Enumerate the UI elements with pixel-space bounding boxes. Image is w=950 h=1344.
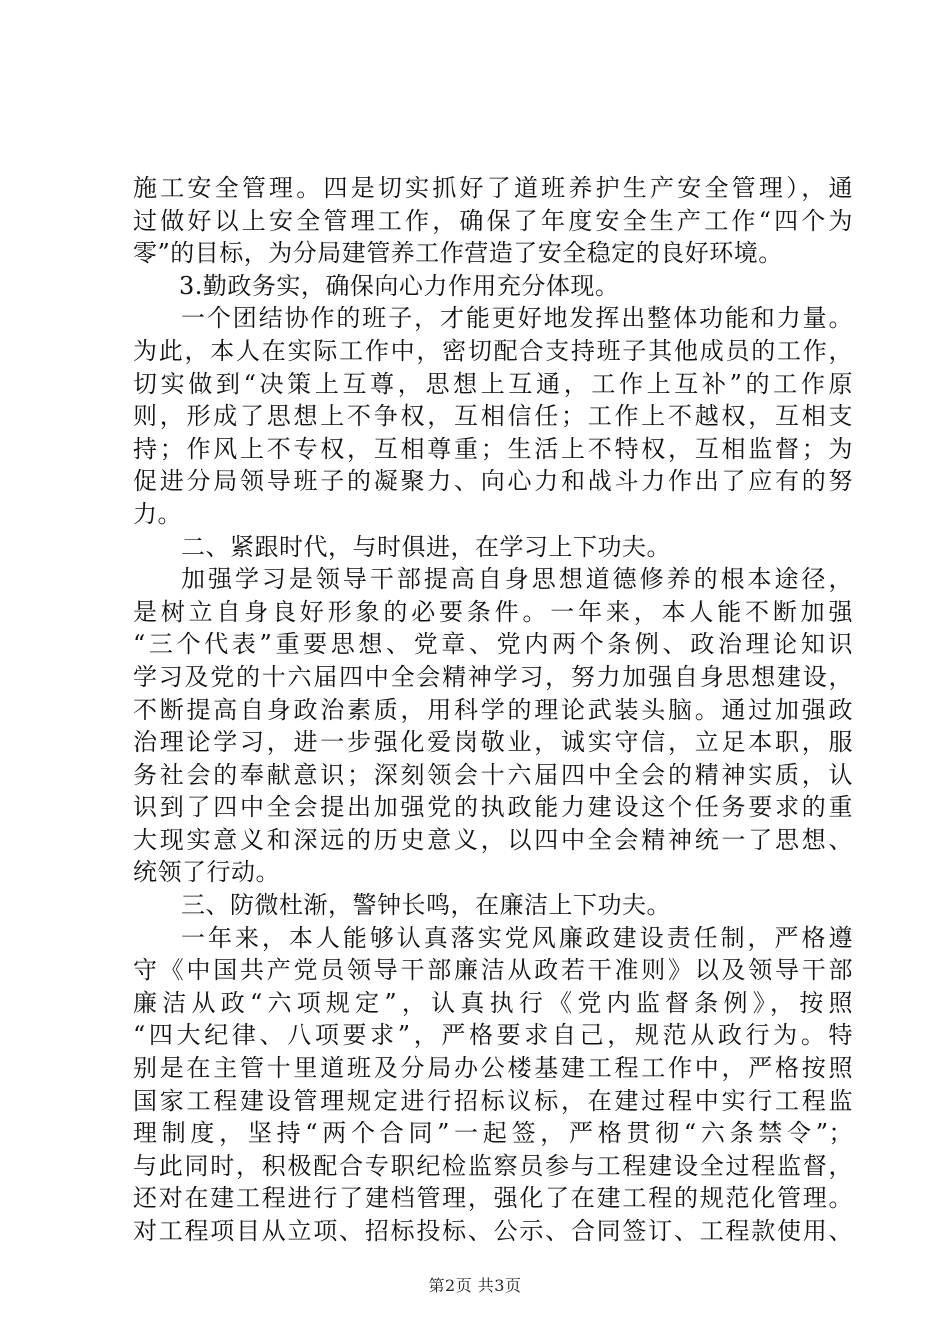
- text-line: 为此，本人在实际工作中，密切配合支持班子其他成员的工作，: [133, 336, 853, 365]
- text-line: 切实做到“决策上互尊，思想上互通，工作上互补”的工作原: [133, 369, 853, 398]
- text-line: 不断提高自身政治素质，用科学的理论武装头脑。通过加强政: [133, 695, 853, 724]
- text-line: 治理论学习，进一步强化爱岗敬业，诚实守信，立足本职，服: [133, 728, 853, 757]
- text-line: 持；作风上不专权，互相尊重；生活上不特权，互相监督；为: [133, 434, 853, 463]
- section-heading: 3.勤政务实，确保向心力作用充分体现。: [179, 271, 620, 300]
- text-line: 与此同时，积极配合专职纪检监察员参与工程建设全过程监督，: [133, 1151, 853, 1180]
- text-line: “三个代表”重要思想、党章、党内两个条例、政治理论知识: [133, 630, 853, 659]
- text-line: 识到了四中全会提出加强党的执政能力建设这个任务要求的重: [133, 793, 853, 822]
- text-line: 大现实意义和深远的历史意义，以四中全会精神统一了思想、: [133, 825, 853, 854]
- text-line: 则，形成了思想上不争权，互相信任；工作上不越权，互相支: [133, 402, 853, 431]
- section-heading: 二、紧跟时代，与时俱进，在学习上下功夫。: [181, 532, 671, 561]
- paragraph-first-line: 加强学习是领导干部提高自身思想道德修养的根本途径，: [181, 565, 853, 594]
- text-line: 还对在建工程进行了建档管理，强化了在建工程的规范化管理。: [133, 1184, 853, 1213]
- paragraph-first-line: 一年来，本人能够认真落实党风廉政建设责任制，严格遵: [181, 923, 853, 952]
- text-line: 是树立自身良好形象的必要条件。一年来，本人能不断加强: [133, 597, 853, 626]
- text-line: “四大纪律、八项要求”，严格要求自己，规范从政行为。特: [133, 1021, 853, 1050]
- paragraph-first-line: 一个团结协作的班子，才能更好地发挥出整体功能和力量。: [181, 304, 853, 333]
- text-line: 廉洁从政“六项规定”，认真执行《党内监督条例》，按照: [133, 988, 853, 1017]
- text-line: 力。: [133, 499, 182, 528]
- text-line: 守《中国共产党员领导干部廉洁从政若干准则》以及领导干部: [133, 956, 853, 985]
- text-line: 对工程项目从立项、招标投标、公示、合同签订、工程款使用、: [133, 1217, 853, 1245]
- text-line: 统领了行动。: [133, 858, 280, 887]
- text-line: 施工安全管理。四是切实抓好了道班养护生产安全管理），通: [133, 174, 853, 202]
- document-body: [133, 172, 853, 1248]
- text-line: 理制度，坚持“两个合同”一起签，严格贯彻“六条禁令”；: [133, 1119, 853, 1148]
- text-line: 促进分局领导班子的凝聚力、向心力和战斗力作出了应有的努: [133, 467, 853, 496]
- text-line: 过做好以上安全管理工作，确保了年度安全生产工作“四个为: [133, 206, 853, 235]
- page-number-footer: 第2页 共3页: [428, 1276, 522, 1295]
- text-line: 别是在主管十里道班及分局办公楼基建工程工作中，严格按照: [133, 1054, 853, 1083]
- section-heading: 三、防微杜渐，警钟长鸣，在廉洁上下功夫。: [181, 891, 671, 920]
- text-line: 学习及党的十六届四中全会精神学习，努力加强自身思想建设，: [133, 662, 853, 691]
- text-line: 务社会的奉献意识；深刻领会十六届四中全会的精神实质，认: [133, 760, 853, 789]
- text-line: 国家工程建设管理规定进行招标议标，在建过程中实行工程监: [133, 1086, 853, 1115]
- text-line: 零”的目标，为分局建管养工作营造了安全稳定的良好环境。: [133, 239, 783, 268]
